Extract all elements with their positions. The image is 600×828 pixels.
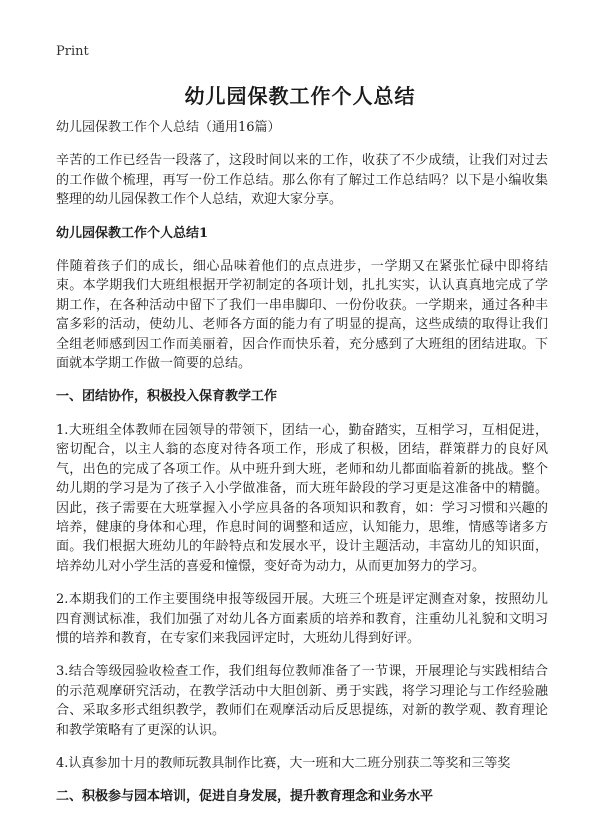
paragraph-two: 2.本期我们的工作主要围绕申报等级园开展。大班三个班是评定测查对象，按照幼儿四育测试标准，我们加强了对幼儿各方面素质的培养和教育，注重幼儿礼貌和文明习惯的培养和教育，在专家们来我园评定时，大班幼儿得到好评。 (56, 592, 548, 646)
section-two-heading: 二、积极参与园本培训，促进自身发展，提升教育理念和业务水平 (56, 789, 434, 805)
intro-paragraph: 辛苦的工作已经告一段落了，这段时间以来的工作，收获了不少成绩，让我们对过去的工作做个梳理，再写一份工作总结。那么你有了解过工作总结吗？以下是小编收集整理的幼儿园保教工作个人总结，欢迎大家分享。 (56, 153, 548, 208)
paragraph-three: 3.结合等级园验收检查工作，我们组每位教师准备了一节课，开展理论与实践相结合的示范观摩研究活动，在教学活动中大胆创新、勇于实践，将学习理论与工作经验融合、采取多形式组织教学，教师们在观摩活动后反思提练，对新的教学观、教育理论和教学策略有了更深的认识。 (56, 664, 548, 738)
document-subtitle: 幼儿园保教工作个人总结（通用16篇） (56, 120, 281, 135)
document-title: 幼儿园保教工作个人总结 (184, 84, 416, 108)
paragraph-four: 4.认真参加十月的教师玩教具制作比赛，大一班和大二班分别获二等奖和三等奖 (56, 755, 511, 771)
section-one-heading: 一、团结协作，积极投入保育教学工作 (56, 389, 278, 405)
opening-paragraph: 伴随着孩子们的成长，细心品味着他们的点点进步，一学期又在紧张忙碌中即将结束。本学期我们大班组根据开学初制定的各项计划，扎扎实实，认认真真地完成了学期工作，在各种活动中留下了我们一串串脚印、一份份收获。一学期来，通过各种丰富多彩的活动，使幼儿、老师各方面的能力有了明显的提高，这些成绩的取得让我们全组老师感到因工作而美丽着，因合作而快乐着，充分感到了大班组的团结进取。下面就本学期工作做一简要的总结。 (56, 259, 548, 372)
article-heading: 幼儿园保教工作个人总结1 (56, 225, 209, 241)
print-link[interactable]: Print (56, 44, 89, 59)
document-body (56, 118, 548, 821)
paragraph-one: 1.大班组全体教师在园领导的带领下，团结一心，勤奋踏实，互相学习，互相促进，密切配合，以主人翁的态度对待各项工作，形成了积极，团结，群策群力的良好风气，出色的完成了各项工作。从中班升到大班，老师和幼儿都面临着新的挑战。整个幼儿期的学习是为了孩子入小学做准备，而大班年龄段的学习更是这准备中的精髓。因此，孩子需要在大班掌握入小学应具备的各项知识和教育，如：学习习惯和兴趣的培养，健康的身体和心理，作息时间的调整和适应，认知能力，思维，情感等诸多方面。我们根据大班幼儿的年龄特点和发展水平，设计主题活动，丰富幼儿的知识面，培养幼儿对小学生活的喜爱和憧憬，变好奇为动力，从而更加努力的学习。 (56, 422, 548, 574)
